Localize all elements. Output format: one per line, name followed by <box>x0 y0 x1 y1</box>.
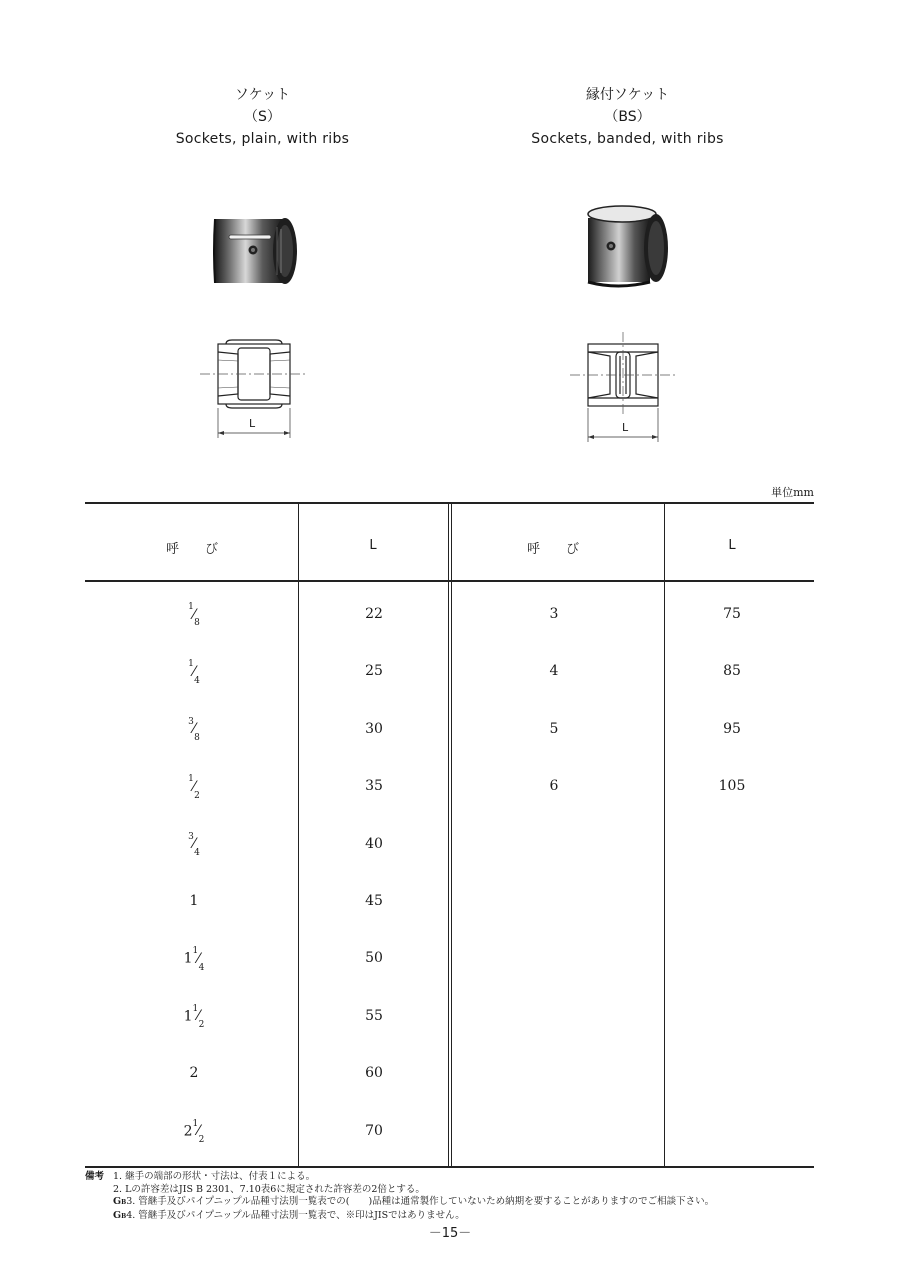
table-col-rule-2b <box>451 502 452 1167</box>
cell-length-left: 45 <box>365 893 383 909</box>
size-denominator: 2 <box>198 1135 205 1146</box>
size-fraction <box>188 602 200 629</box>
size-numerator: 3 <box>188 716 194 727</box>
note-3: 3. 管継手及びパイプニップル品種寸法別一覧表での( )品種は通常製作していないため納期を要することがありますのでご相談下さい。 <box>126 1196 715 1207</box>
fraction-slash: ⁄ <box>197 951 200 968</box>
note-row-1 <box>85 1171 714 1184</box>
cell-size-right: 5 <box>549 720 559 737</box>
table-top-rule <box>85 502 814 504</box>
table-header-rule <box>85 580 814 582</box>
size-fraction <box>183 1003 205 1031</box>
size-whole: 1 <box>183 1008 193 1025</box>
cell-length-right: 85 <box>723 663 741 680</box>
left-title-code: （S） <box>244 109 281 125</box>
unit-label: 単位mm <box>771 486 814 499</box>
cell-length-left: 50 <box>365 950 383 967</box>
fraction-slash: ⁄ <box>192 721 196 738</box>
header-size-left: 呼 び <box>165 542 218 557</box>
right-title-code: （BS） <box>604 109 651 125</box>
cell-size-left <box>134 1065 254 1081</box>
left-title-jp: ソケット <box>234 87 291 103</box>
size-fraction <box>188 659 200 686</box>
size-denominator: 2 <box>198 1020 205 1031</box>
cell-size-right: 4 <box>549 663 559 680</box>
left-title-block <box>130 84 395 150</box>
page-number: －15－ <box>428 1226 472 1241</box>
cell-length-left: 30 <box>365 720 383 737</box>
table-col-rule-2a <box>448 502 449 1167</box>
size-fraction <box>188 716 200 744</box>
right-title-en: Sockets, banded, with ribs <box>531 131 724 147</box>
cell-length-left: 55 <box>365 1007 383 1024</box>
cell-size-right: 3 <box>549 606 559 622</box>
size-numerator: 1 <box>188 602 194 612</box>
size-denominator: 4 <box>194 675 200 686</box>
size-fraction <box>183 1118 205 1146</box>
cell-size-left <box>134 1118 254 1146</box>
banded-socket-photo <box>578 198 678 293</box>
header-size-right: 呼 び <box>526 542 579 557</box>
note-row-2 <box>85 1184 714 1197</box>
cell-size-left <box>134 946 254 973</box>
cell-size-left <box>134 1003 254 1031</box>
size-denominator: 4 <box>198 962 205 973</box>
size-fraction <box>190 893 199 909</box>
note-1: 1. 継手の端部の形状・寸法は、付表１による。 <box>113 1171 316 1182</box>
cell-size-left <box>134 831 254 859</box>
notes-block <box>85 1171 714 1223</box>
cell-length-left: 35 <box>365 778 383 795</box>
fraction-slash: ⁄ <box>192 664 196 681</box>
banded-socket-drawing <box>570 330 700 445</box>
fraction-slash: ⁄ <box>192 778 196 795</box>
size-denominator: 4 <box>194 848 200 859</box>
table-bottom-rule <box>85 1166 814 1168</box>
fraction-slash: ⁄ <box>192 606 196 623</box>
size-denominator: 8 <box>194 733 200 744</box>
size-whole: 2 <box>183 1123 193 1140</box>
size-whole: 1 <box>183 951 193 968</box>
size-numerator: 1 <box>188 774 194 785</box>
cell-length-left: 60 <box>365 1065 383 1082</box>
size-fraction <box>183 946 205 973</box>
table-col-rule-3 <box>664 502 665 1167</box>
size-whole: 1 <box>189 893 199 909</box>
cell-length-right: 95 <box>723 720 741 737</box>
size-whole: 2 <box>189 1065 199 1082</box>
table-col-rule-1 <box>298 502 299 1167</box>
cell-size-left <box>134 602 254 629</box>
size-fraction <box>188 831 200 859</box>
size-fraction <box>188 774 200 801</box>
plain-socket-drawing <box>198 330 328 442</box>
note-row-3 <box>85 1196 714 1210</box>
plain-socket-dim-label: L <box>249 417 256 430</box>
size-numerator: 1 <box>192 946 199 957</box>
cell-length-right: 105 <box>718 778 746 795</box>
size-denominator: 8 <box>194 618 200 629</box>
note-4: 4. 管継手及びパイプニップル品種寸法別一覧表で、※印はJISではありません。 <box>126 1209 465 1221</box>
size-fraction <box>190 1065 199 1081</box>
size-numerator: 3 <box>188 831 194 842</box>
right-title-jp: 縁付ソケット <box>585 87 670 103</box>
cell-length-left: 22 <box>365 606 383 622</box>
size-numerator: 1 <box>192 1118 199 1129</box>
cell-length-left: 70 <box>365 1122 383 1139</box>
cell-size-left <box>134 774 254 801</box>
notes-label: 備考 <box>85 1171 105 1182</box>
left-title-en: Sockets, plain, with ribs <box>175 131 350 147</box>
fraction-slash: ⁄ <box>197 1008 200 1025</box>
cell-size-left <box>134 659 254 686</box>
cell-length-right: 75 <box>723 606 741 622</box>
cell-size-left <box>134 893 254 909</box>
header-length-right: L <box>728 538 736 553</box>
cell-length-left: 40 <box>365 835 383 852</box>
header-length-left: L <box>369 538 377 553</box>
brand-logo-2: GB <box>113 1209 127 1221</box>
cell-size-right: 6 <box>549 778 559 795</box>
brand-logo: GB <box>113 1196 127 1207</box>
note-row-4 <box>85 1210 714 1224</box>
banded-socket-dim-label: L <box>622 421 629 434</box>
size-numerator: 1 <box>188 659 194 670</box>
fraction-slash: ⁄ <box>197 1123 200 1140</box>
size-numerator: 1 <box>192 1003 199 1014</box>
plain-socket-photo <box>205 205 315 295</box>
size-denominator: 2 <box>194 790 200 801</box>
cell-size-left <box>134 716 254 744</box>
note-2: 2. Lの許容差はJIS B 2301、7.10表6に規定された許容差の2倍とする。 <box>113 1183 425 1195</box>
right-title-block <box>495 84 760 150</box>
fraction-slash: ⁄ <box>192 836 196 853</box>
cell-length-left: 25 <box>365 663 383 680</box>
